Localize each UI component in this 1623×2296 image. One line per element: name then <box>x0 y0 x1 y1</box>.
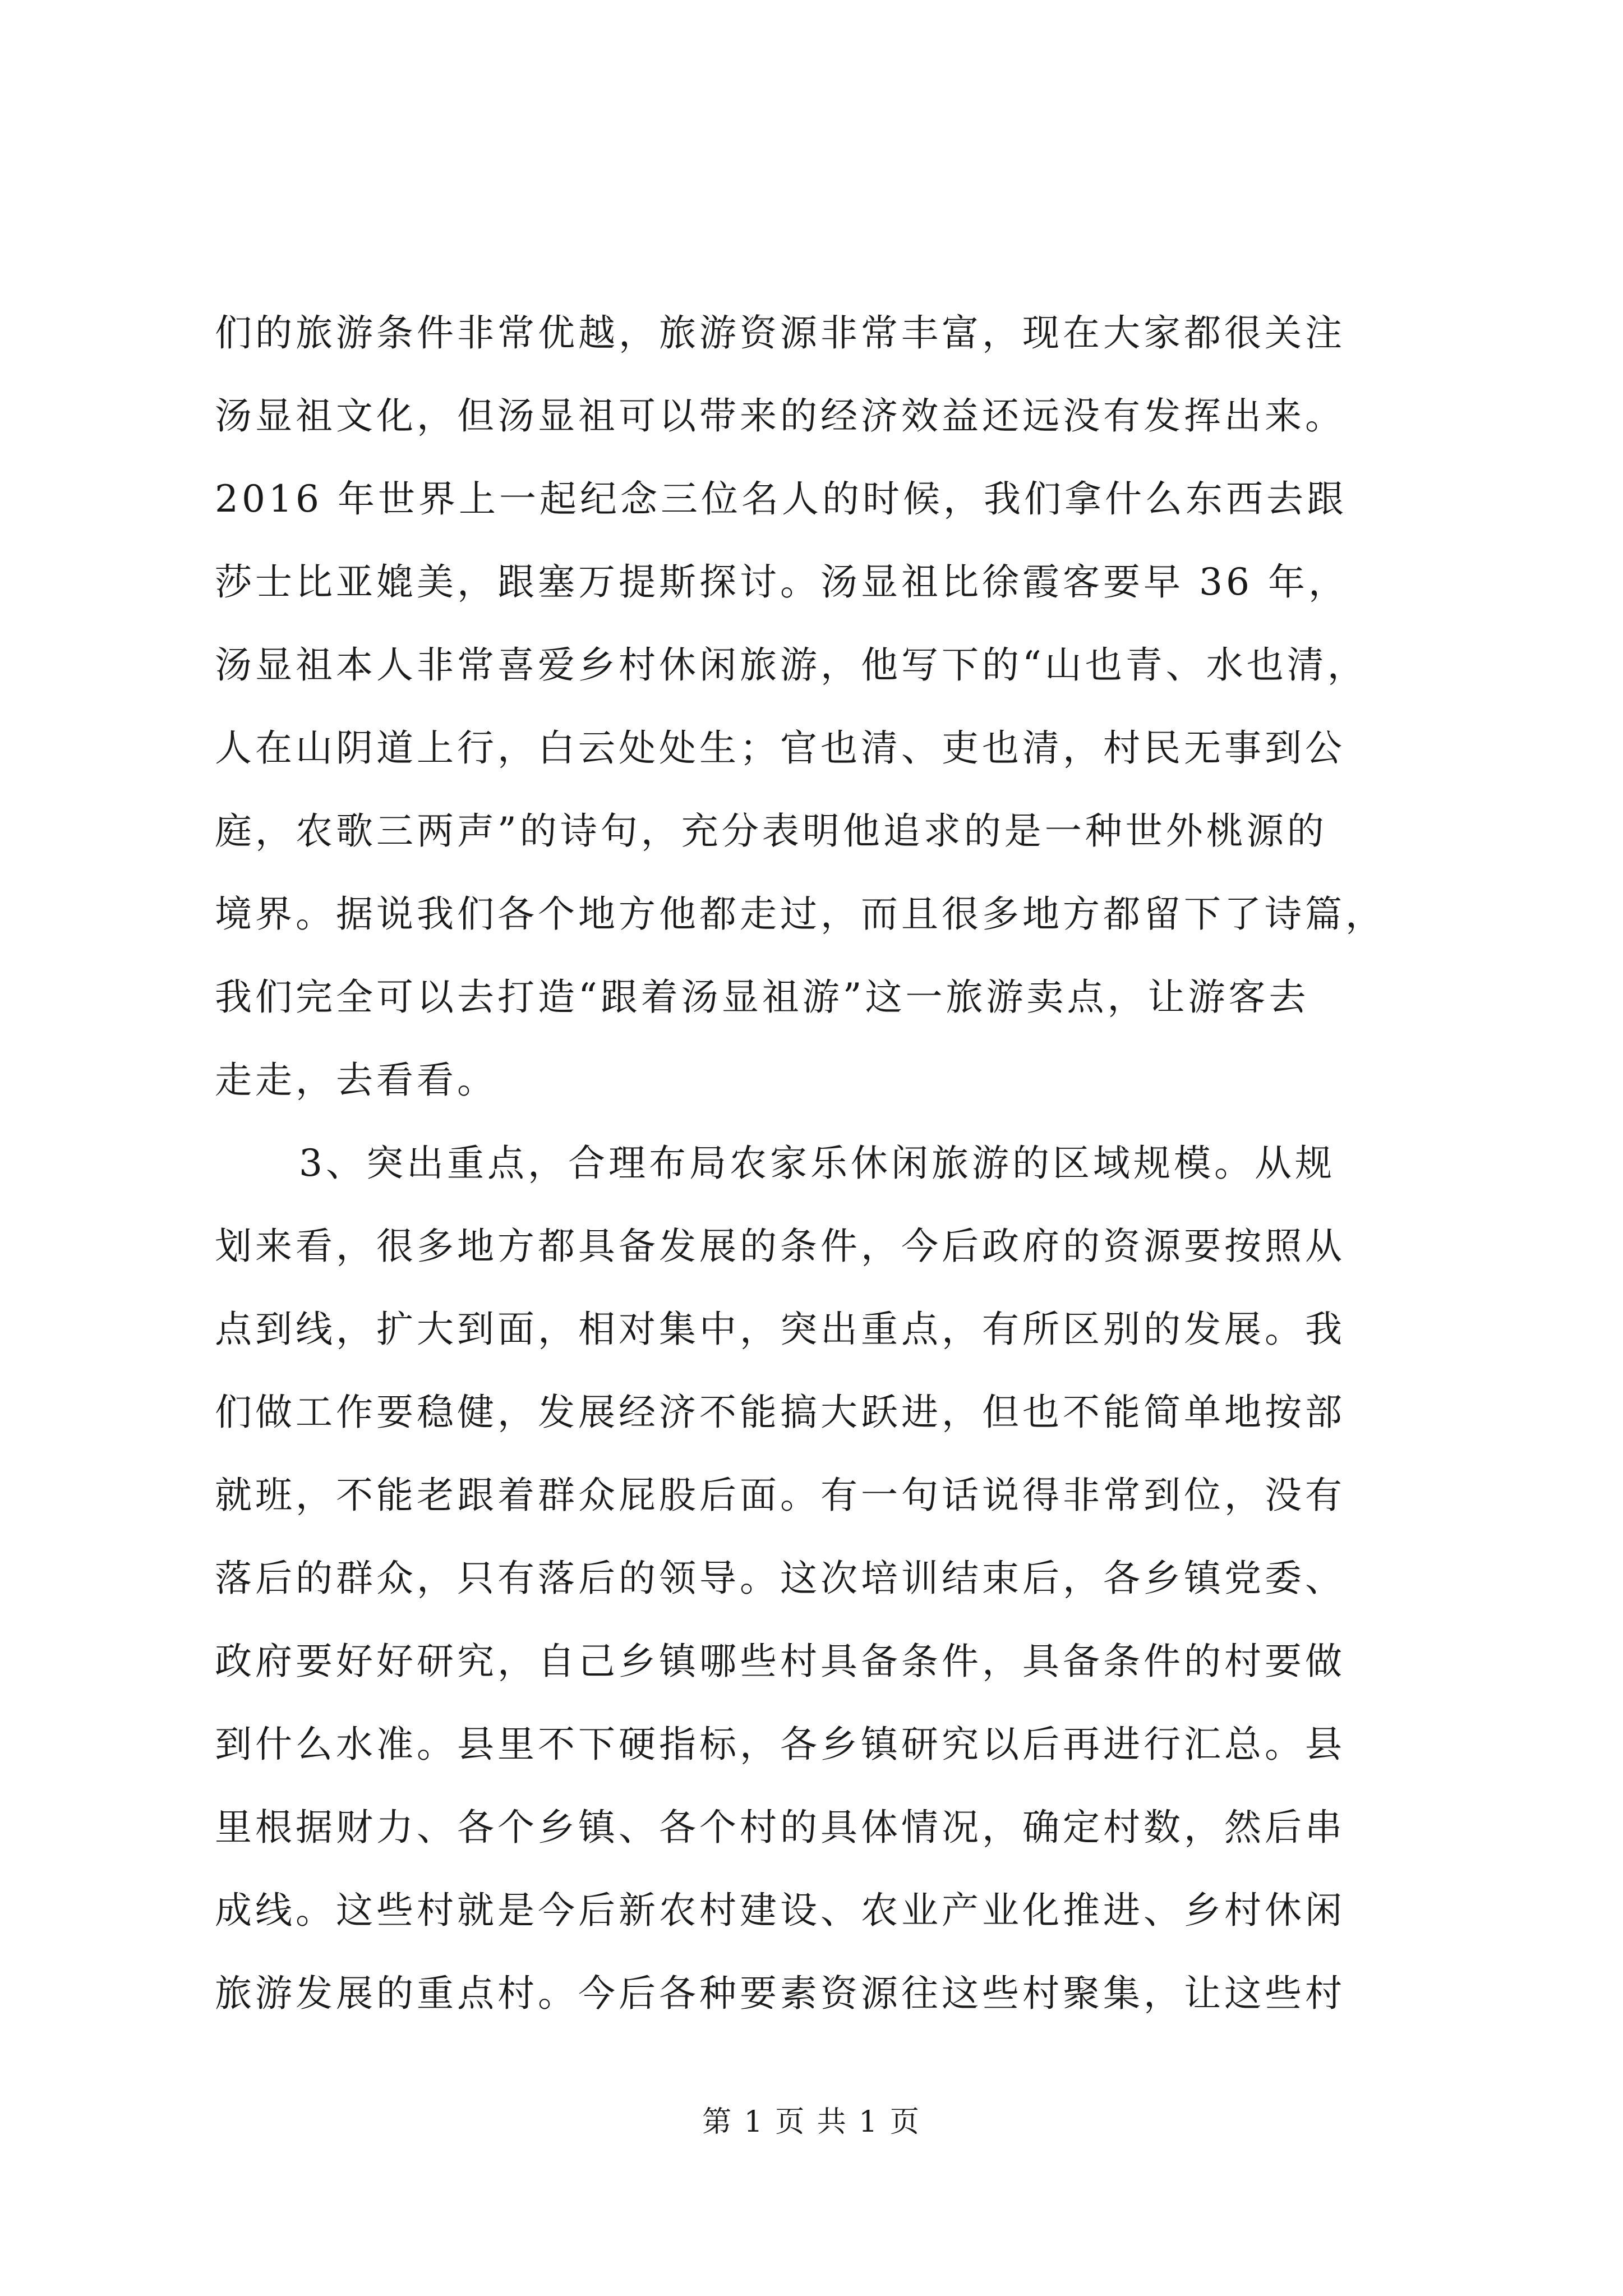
text-line: 我们完全可以去打造“跟着汤显祖游”这一旅游卖点，让游客去 <box>215 976 1310 1019</box>
text-line: 2016 年世界上一起纪念三位名人的时候，我们拿什么东西去跟 <box>215 477 1347 521</box>
text-line: 境界。据说我们各个地方他都走过，而且很多地方都留下了诗篇， <box>215 892 1386 936</box>
text-line: 就班，不能老跟着群众屁股后面。有一句话说得非常到位，没有 <box>215 1474 1345 1517</box>
text-line: 到什么水准。县里不下硬指标，各乡镇研究以后再进行汇总。县 <box>215 1723 1345 1766</box>
text-line: 旅游发展的重点村。今后各种要素资源往这些村聚集，让这些村 <box>215 1972 1345 2015</box>
text-line: 划来看，很多地方都具备发展的条件，今后政府的资源要按照从 <box>215 1225 1345 1268</box>
page-number-footer: 第 1 页 共 1 页 <box>702 2105 921 2139</box>
text-line: 人在山阴道上行，白云处处生；官也清、吏也清，村民无事到公 <box>215 726 1345 770</box>
text-line: 落后的群众，只有落后的领导。这次培训结束后，各乡镇党委、 <box>215 1557 1345 1600</box>
text-line: 庭，农歌三两声”的诗句，充分表明他追求的是一种世外桃源的 <box>215 809 1327 853</box>
text-line: 成线。这些村就是今后新农村建设、农业产业化推进、乡村休闲 <box>215 1889 1345 1932</box>
text-line: 走走，去看看。 <box>215 1059 497 1102</box>
text-line: 汤显祖文化，但汤显祖可以带来的经济效益还远没有发挥出来。 <box>215 394 1345 438</box>
text-line: 点到线，扩大到面，相对集中，突出重点，有所区别的发展。我 <box>215 1308 1345 1351</box>
text-line: 政府要好好研究，自己乡镇哪些村具备条件，具备条件的村要做 <box>215 1640 1345 1683</box>
text-line: 们的旅游条件非常优越，旅游资源非常丰富，现在大家都很关注 <box>215 311 1345 355</box>
document-body <box>215 292 1426 2035</box>
text-line: 里根据财力、各个乡镇、各个村的具体情况，确定村数，然后串 <box>215 1806 1345 1849</box>
text-line: 们做工作要稳健，发展经济不能搞大跃进，但也不能简单地按部 <box>215 1391 1345 1434</box>
text-line: 莎士比亚媲美，跟塞万提斯探讨。汤显祖比徐霞客要早 36 年， <box>215 560 1349 604</box>
text-line: 汤显祖本人非常喜爱乡村休闲旅游，他写下的“山也青、水也清， <box>215 643 1368 687</box>
paragraph-start-line: 3、突出重点，合理布局农家乐休闲旅游的区域规模。从规 <box>299 1142 1335 1185</box>
